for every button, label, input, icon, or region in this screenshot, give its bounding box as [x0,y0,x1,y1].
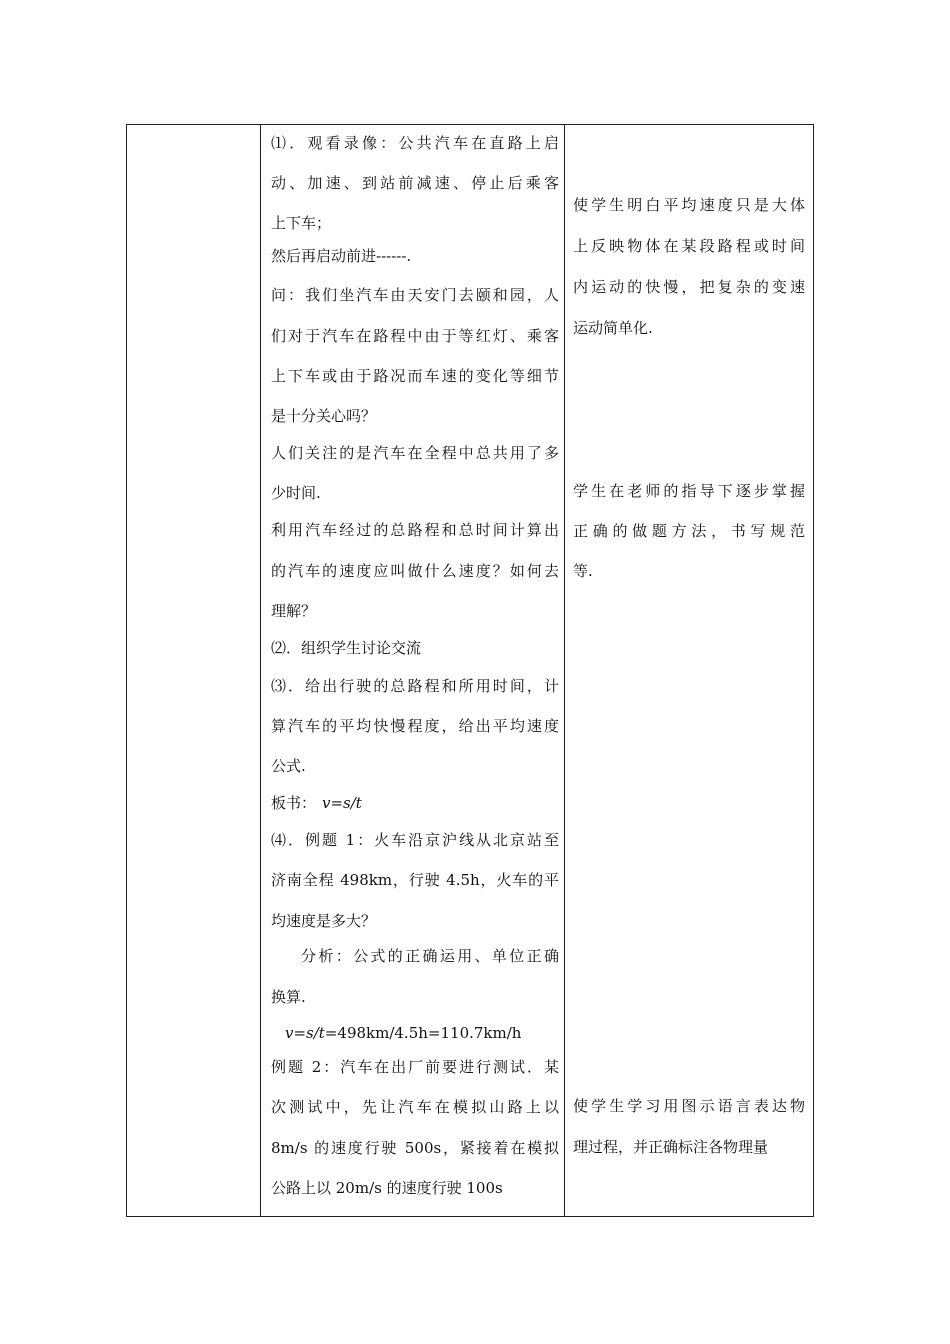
process-line: 的汽车的速度应叫做什么速度？如何去 [271,562,559,580]
intent-line: 内运动的快慢，把复杂的变速 [573,278,805,296]
lesson-table [126,124,814,1217]
process-line: 少时间. [271,484,321,502]
process-line: 上下车或由于路况而车速的变化等细节 [271,367,559,385]
intent-line: 使学生明白平均速度只是大体 [573,196,805,214]
intent-line: 学生在老师的指导下逐步掌握 [573,482,805,500]
process-line: 是十分关心吗？ [271,407,377,425]
intent-line: 正确的做题方法，书写规范 [573,522,805,540]
intent-line: 理过程，并正确标注各物理量 [573,1138,769,1156]
process-line: 公式. [271,757,306,775]
board-writing-label: 板书： [271,794,317,812]
intent-line: 等. [573,562,593,580]
formula: v=s/t [285,1024,325,1042]
process-line: 分析：公式的正确运用、单位正确 [301,947,559,965]
intent-line: 上反映物体在某段路程或时间 [573,237,805,255]
process-line: 8m/s 的速度行驶 500s，紧接着在模拟 [271,1139,559,1157]
process-line: ⑴．观看录像：公共汽车在直路上启 [271,134,559,152]
process-line: 们对于汽车在路程中由于等红灯、乘客 [271,327,559,345]
process-line: 上下车； [271,214,332,232]
process-line: 公路上以 20m/s 的速度行驶 100s [271,1179,503,1197]
process-line: 济南全程 498km，行驶 4.5h，火车的平 [271,871,559,889]
process-line: 理解？ [271,602,317,620]
column-divider-2 [564,125,565,1216]
formula: v=s/t [322,794,362,812]
process-line: 换算. [271,988,306,1006]
process-line: 人们关注的是汽车在全程中总共用了多 [271,444,559,462]
process-line: 问：我们坐汽车由天安门去颐和园，人 [271,286,559,304]
intent-line: 使学生学习用图示语言表达物 [573,1097,805,1115]
process-line: ⑶．给出行驶的总路程和所用时间，计 [271,677,559,695]
column-divider-1 [260,125,261,1216]
process-line: 动、加速、到站前减速、停止后乘客 [271,174,559,192]
calculation-line [285,1023,521,1043]
process-line: 利用汽车经过的总路程和总时间计算出 [271,521,559,539]
board-writing-line [271,793,362,813]
calculation-result: =498km/4.5h=110.7km/h [324,1024,522,1042]
process-line: 算汽车的平均快慢程度，给出平均速度 [271,717,559,735]
process-line: ⑵．组织学生讨论交流 [271,639,422,657]
process-line: 然后再启动前进------. [271,247,412,265]
process-line: 例题 2：汽车在出厂前要进行测试．某 [271,1058,559,1076]
process-line: 均速度是多大？ [271,912,377,930]
process-line: ⑷．例题 1：火车沿京沪线从北京站至 [271,831,559,849]
intent-line: 运动简单化. [573,319,653,337]
process-line: 次测试中，先让汽车在模拟山路上以 [271,1098,559,1116]
